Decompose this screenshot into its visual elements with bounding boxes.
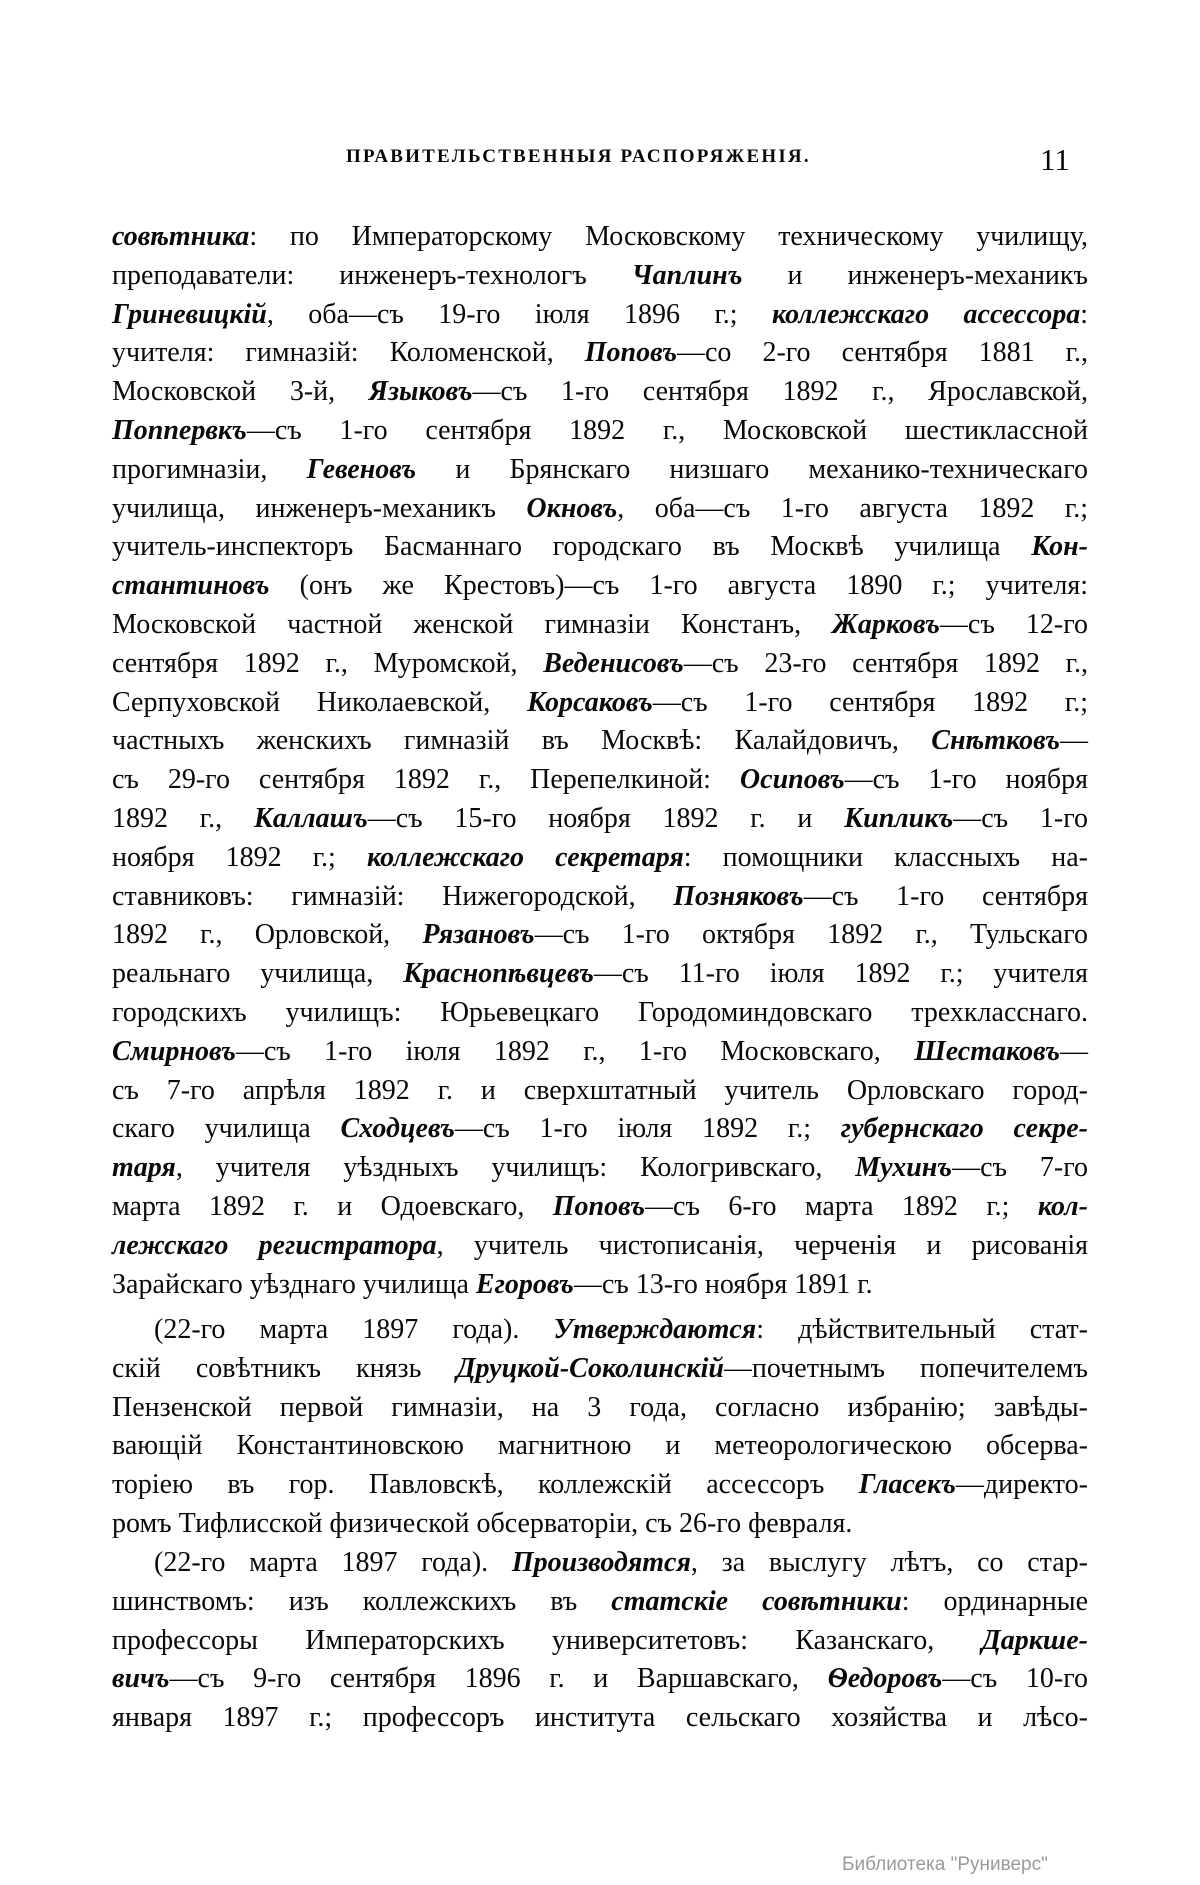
text-segment: 1892 г., Орловской,	[112, 919, 423, 951]
text-segment: частныхъ женскихъ гимназій въ Москвѣ: Калайдовичъ,	[112, 725, 932, 757]
text-segment: января 1897 г.; профессоръ института сельскаго хозяйства и лѣсо-	[112, 1702, 1088, 1734]
text-segment: —съ 1-го сентября 1892 г., Московской шестиклассной	[246, 414, 1088, 446]
italic-emphasis: Жарковъ	[832, 608, 940, 640]
text-line	[112, 218, 1088, 257]
text-line	[112, 684, 1088, 723]
text-segment: , оба—съ 1-го августа 1892 г.;	[617, 492, 1088, 524]
italic-emphasis: губернскаго секре-	[840, 1113, 1088, 1145]
text-line	[112, 800, 1088, 839]
italic-emphasis: Поповъ	[584, 337, 677, 369]
text-line	[112, 1427, 1088, 1466]
italic-emphasis: вичъ	[112, 1663, 170, 1695]
italic-emphasis: Шестаковъ	[914, 1035, 1060, 1067]
text-segment: преподаватели: инженеръ-технологъ	[112, 259, 632, 291]
italic-emphasis: Каллашъ	[253, 802, 368, 834]
italic-emphasis: Мухинъ	[855, 1152, 953, 1184]
text-line	[112, 528, 1088, 567]
text-segment: —	[1060, 1035, 1088, 1067]
text-segment: (22-го марта 1897 года).	[154, 1547, 512, 1578]
text-line	[112, 955, 1088, 994]
text-segment: —съ 1-го	[953, 802, 1088, 834]
text-segment: —съ 11-го іюля 1892 г.; учителя	[593, 958, 1088, 990]
italic-emphasis: Окновъ	[526, 492, 618, 524]
text-segment: Серпуховской Николаевской,	[112, 686, 528, 718]
library-watermark: Библиотека "Руниверс"	[842, 1854, 1048, 1875]
text-line	[112, 1149, 1088, 1188]
text-segment: :	[1080, 298, 1088, 330]
text-segment: и инженеръ-механикъ	[742, 259, 1088, 291]
text-segment: Московской 3-й,	[112, 376, 369, 408]
text-segment: съ 7-го апрѣля 1892 г. и сверхштатный учитель Орловскаго город-	[112, 1074, 1088, 1106]
text-segment: (онъ же Крестовъ)—съ 1-го августа 1890 г.; учителя:	[269, 570, 1088, 602]
text-segment: : дѣйствительный стат-	[756, 1314, 1088, 1345]
italic-emphasis: Поповъ	[552, 1190, 646, 1222]
italic-emphasis: Кон-	[1031, 531, 1088, 563]
text-segment: —съ 23-го сентября 1892 г.,	[683, 647, 1088, 679]
text-line	[112, 412, 1088, 451]
text-segment: —	[1060, 725, 1088, 757]
italic-emphasis: Осиповъ	[739, 764, 845, 796]
text-line	[112, 334, 1088, 373]
text-line	[112, 1227, 1088, 1266]
italic-emphasis: Чаплинъ	[631, 259, 743, 291]
text-segment: —съ 15-го ноября 1892 г. и	[367, 802, 845, 834]
text-segment: —директо-	[955, 1469, 1088, 1501]
text-segment: : ординарные	[901, 1585, 1089, 1617]
text-segment: учителя: гимназій: Коломенской,	[112, 337, 585, 369]
text-segment: шинствомъ: изъ коллежскихъ въ	[112, 1585, 612, 1617]
text-segment: , оба—съ 19-го іюля 1896 г.;	[266, 298, 772, 330]
italic-emphasis: кол-	[1037, 1190, 1088, 1222]
text-segment: съ 29-го сентября 1892 г., Перепелкиной:	[112, 764, 740, 796]
text-segment: реальнаго училища,	[112, 958, 404, 990]
text-line	[112, 1110, 1088, 1149]
text-segment: вающій Константиновскою магнитною и метеорологическою обсерва-	[112, 1430, 1088, 1462]
text-segment: —съ 1-го сентября	[803, 880, 1088, 912]
italic-emphasis: Веденисовъ	[543, 647, 684, 679]
italic-emphasis: Егоровъ	[475, 1268, 574, 1300]
text-segment: Зарайскаго уѣзднаго училища	[112, 1268, 476, 1300]
text-segment: : помощники классныхъ на-	[683, 841, 1088, 873]
text-segment: : по Императорскому Московскому техническому училищу,	[249, 221, 1088, 252]
italic-emphasis: Поппервкъ	[112, 414, 247, 446]
text-line	[112, 1389, 1088, 1428]
text-segment: марта 1892 г. и Одоевскаго,	[112, 1190, 553, 1222]
running-title: ПРАВИТЕЛЬСТВЕННЫЯ РАСПОРЯЖЕНІЯ.	[346, 146, 811, 167]
text-segment: —съ 1-го сентября 1892 г.;	[652, 686, 1088, 718]
italic-emphasis: Производятся	[511, 1547, 691, 1578]
italic-emphasis: Сходцевъ	[340, 1113, 455, 1145]
italic-emphasis: Кипликъ	[844, 802, 954, 834]
text-segment: —съ 1-го іюля 1892 г., 1-го Московскаго,	[235, 1035, 915, 1067]
text-segment: —съ 12-го	[939, 608, 1088, 640]
italic-emphasis: Языковъ	[368, 376, 473, 408]
text-line	[112, 1311, 1088, 1350]
text-line	[112, 451, 1088, 490]
text-segment: —съ 7-го	[952, 1152, 1088, 1184]
italic-emphasis: статскіе совѣтники	[611, 1585, 902, 1617]
italic-emphasis: Смирновъ	[112, 1035, 236, 1067]
italic-emphasis: Гриневицкій	[112, 298, 267, 330]
text-line	[112, 839, 1088, 878]
italic-emphasis: Ѳедоровъ	[827, 1663, 943, 1695]
italic-emphasis: Друцкой-Соколинскій	[456, 1352, 724, 1384]
italic-emphasis: таря	[112, 1152, 176, 1184]
text-line	[112, 1350, 1088, 1389]
italic-emphasis: Утверждаются	[553, 1314, 757, 1345]
text-line	[112, 373, 1088, 412]
text-line	[112, 1583, 1088, 1622]
text-line	[112, 722, 1088, 761]
italic-emphasis: стантиновъ	[112, 570, 270, 602]
text-line	[112, 1072, 1088, 1111]
italic-emphasis: Корсаковъ	[527, 686, 653, 718]
text-segment: —съ 1-го іюля 1892 г.;	[454, 1113, 841, 1145]
page-number: 11	[1040, 142, 1070, 177]
text-line	[112, 916, 1088, 955]
text-segment: ромъ Тифлисской физической обсерваторіи, съ 26-го февраля.	[112, 1507, 853, 1539]
text-line	[112, 994, 1088, 1033]
text-segment: Пензенской первой гимназіи, на 3 года, согласно избранію; завѣды-	[112, 1391, 1088, 1423]
italic-emphasis: Краснопѣвцевъ	[403, 958, 594, 990]
text-segment: —съ 10-го	[942, 1663, 1088, 1695]
text-line	[112, 1266, 1088, 1305]
text-line	[112, 1544, 1088, 1583]
text-line	[112, 296, 1088, 335]
text-segment: торіею въ гор. Павловскѣ, коллежскій ассессоръ	[112, 1469, 859, 1501]
text-line	[112, 1699, 1088, 1738]
text-segment: скій совѣтникъ князь	[112, 1352, 457, 1384]
text-segment: , за выслугу лѣтъ, со стар-	[690, 1547, 1088, 1578]
text-segment: , учитель чистописанія, черченія и рисованія	[436, 1229, 1088, 1261]
italic-emphasis: Рязановъ	[422, 919, 535, 951]
text-line	[112, 257, 1088, 296]
text-line	[112, 1505, 1088, 1544]
text-line	[112, 1660, 1088, 1699]
italic-emphasis: совѣтника	[112, 221, 250, 252]
italic-emphasis: Позняковъ	[673, 880, 804, 912]
italic-emphasis: Даркше-	[981, 1624, 1088, 1656]
paragraph	[112, 1311, 1088, 1544]
text-segment: —съ 1-го сентября 1892 г., Ярославской,	[472, 376, 1089, 408]
text-segment: —съ 1-го октября 1892 г., Тульскаго	[534, 919, 1088, 951]
text-segment: , учителя уѣздныхъ училищъ: Кологривскаго,	[175, 1152, 856, 1184]
text-segment: ставниковъ: гимназій: Нижегородской,	[112, 880, 674, 912]
text-segment: —съ 1-го ноября	[844, 764, 1088, 796]
text-segment: —съ 13-го ноября 1891 г.	[573, 1268, 873, 1300]
text-segment: (22-го марта 1897 года).	[154, 1314, 554, 1345]
text-segment: ноября 1892 г.;	[112, 841, 367, 873]
text-segment: —со 2-го сентября 1881 г.,	[676, 337, 1089, 369]
italic-emphasis: Гласекъ	[858, 1469, 956, 1501]
italic-emphasis: коллежскаго ассессора	[771, 298, 1081, 330]
text-segment: и Брянскаго низшаго механико-техническаго	[416, 453, 1088, 485]
paragraph	[112, 1544, 1088, 1738]
text-line	[112, 878, 1088, 917]
text-segment: профессоры Императорскихъ университетовъ: Казанскаго,	[112, 1624, 982, 1656]
text-segment: —почетнымъ попечителемъ	[723, 1352, 1088, 1384]
text-segment: сентября 1892 г., Муромской,	[112, 647, 544, 679]
italic-emphasis: лежскаго регистратора	[112, 1229, 437, 1261]
text-line	[112, 1033, 1088, 1072]
text-segment: учитель-инспекторъ Басманнаго городскаго въ Москвѣ училища	[112, 531, 1032, 563]
text-segment: Московской частной женской гимназіи Констанъ,	[112, 608, 833, 640]
italic-emphasis: Снѣтковъ	[931, 725, 1060, 757]
text-line	[112, 1622, 1088, 1661]
text-line	[112, 1466, 1088, 1505]
text-line	[112, 645, 1088, 684]
text-line	[112, 606, 1088, 645]
text-segment: училища, инженеръ-механикъ	[112, 492, 527, 524]
paragraph	[112, 218, 1088, 1304]
text-segment: 1892 г.,	[112, 802, 254, 834]
text-line	[112, 490, 1088, 529]
italic-emphasis: Гевеновъ	[306, 453, 417, 485]
text-segment: скаго училища	[112, 1113, 341, 1145]
text-segment: городскихъ училищъ: Юрьевецкаго Городоминдовскаго трехкласснаго.	[112, 996, 1088, 1028]
text-segment: —съ 9-го сентября 1896 г. и Варшавскаго,	[169, 1663, 828, 1695]
text-segment: прогимназіи,	[112, 453, 307, 485]
italic-emphasis: коллежскаго секретаря	[366, 841, 684, 873]
text-line	[112, 567, 1088, 606]
text-line	[112, 1188, 1088, 1227]
text-segment: —съ 6-го марта 1892 г.;	[645, 1190, 1038, 1222]
text-line	[112, 761, 1088, 800]
